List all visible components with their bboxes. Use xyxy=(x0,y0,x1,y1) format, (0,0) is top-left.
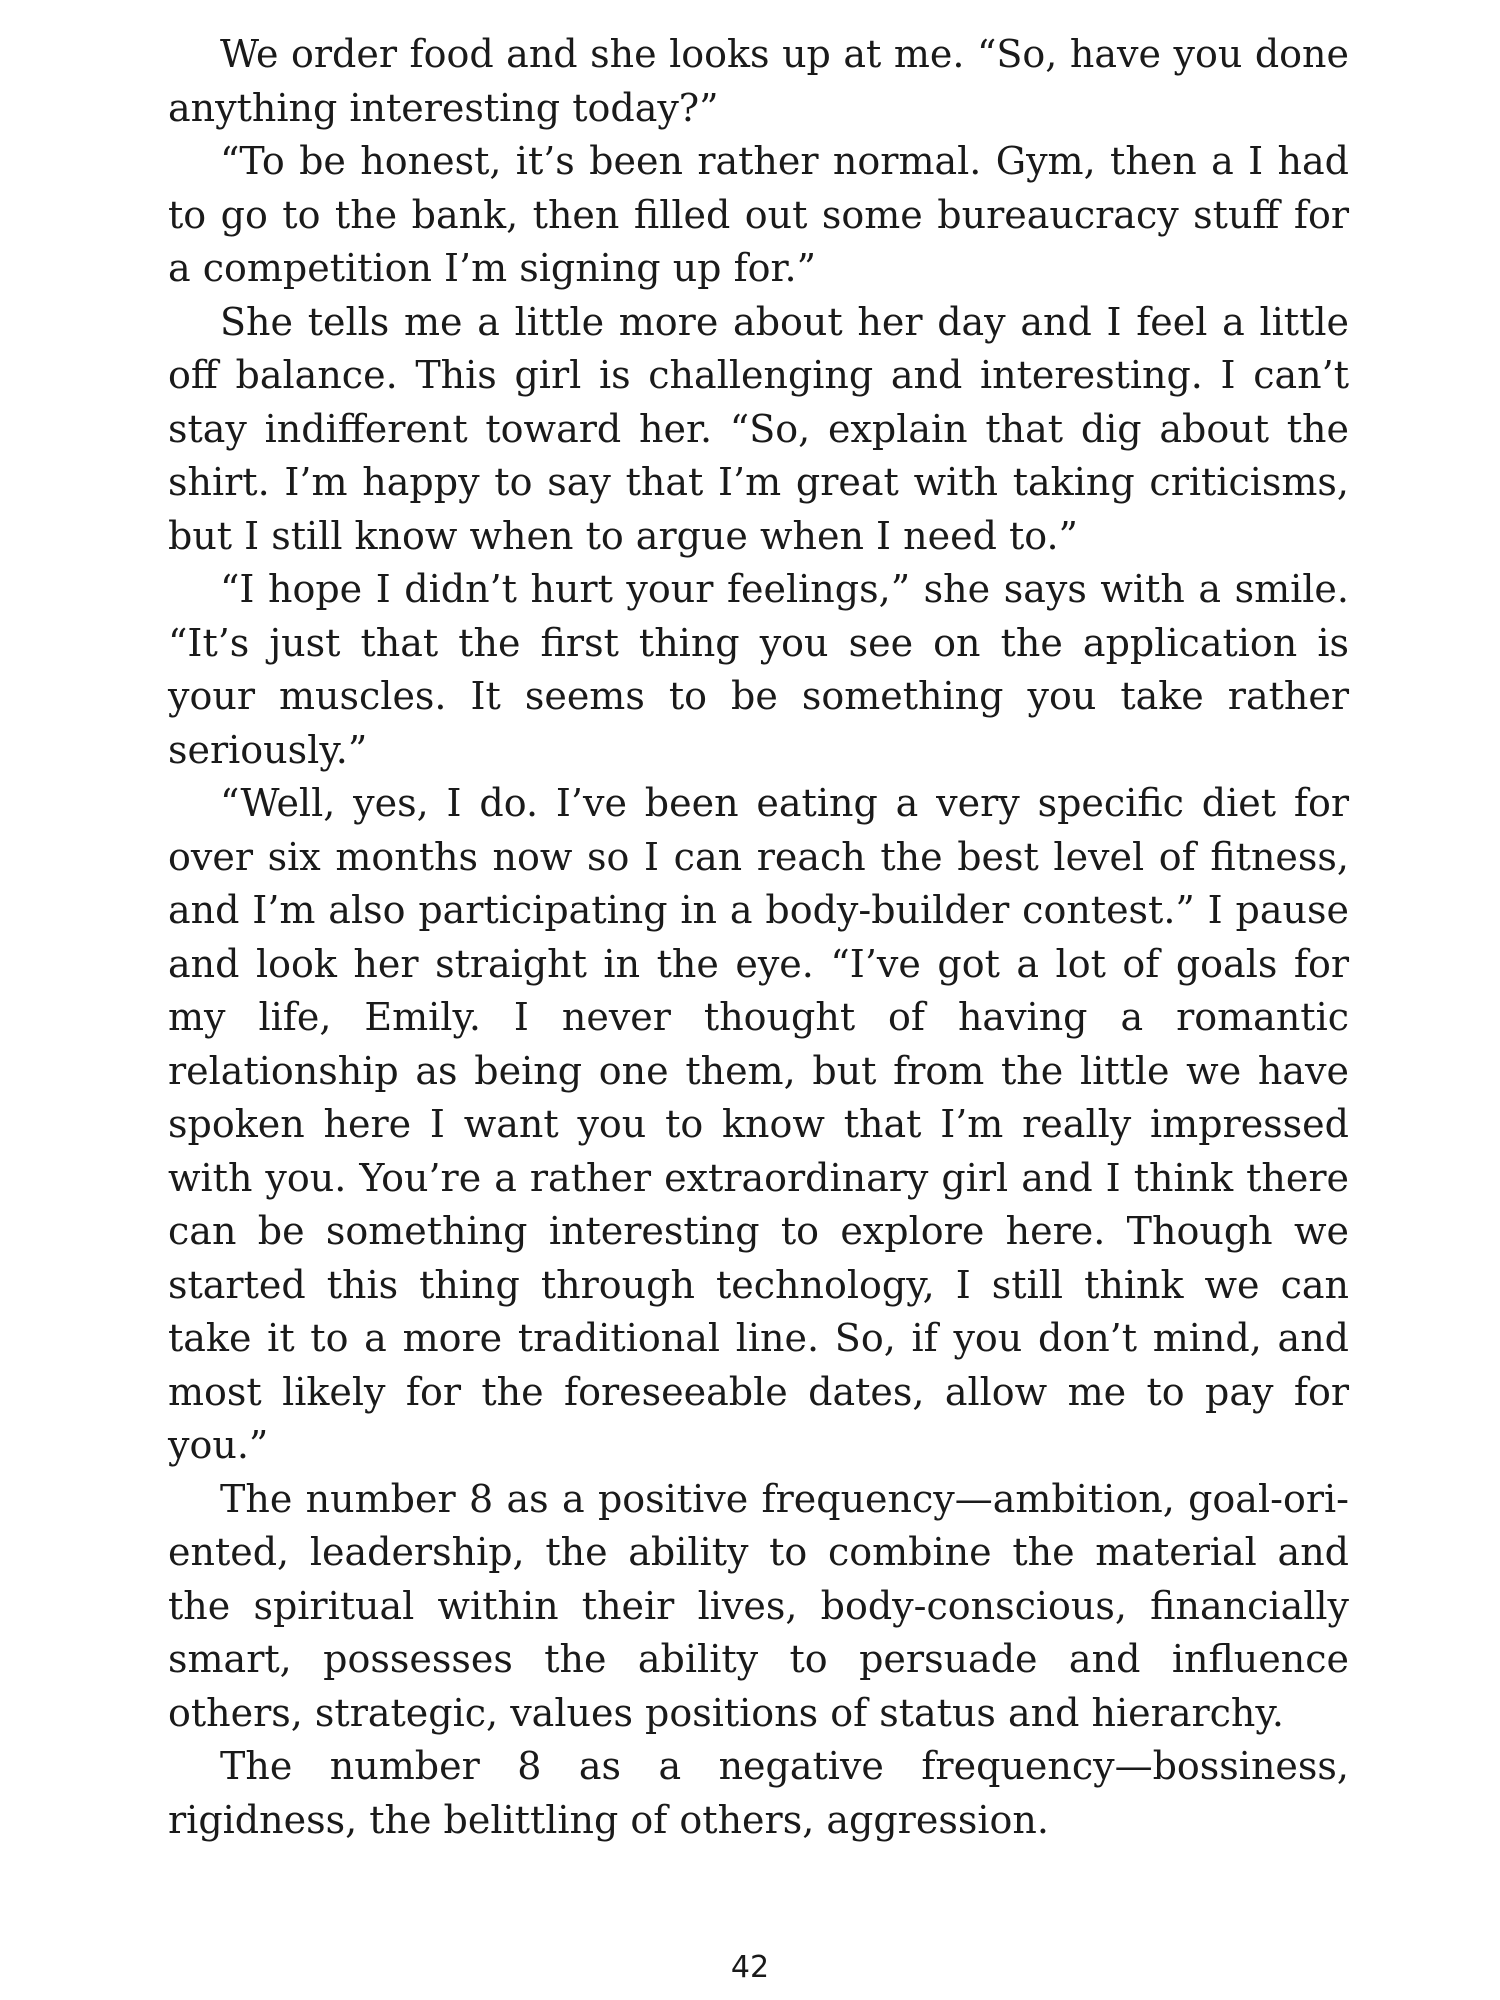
paragraph: “I hope I didn’t hurt your feelings,” she says with a smile. “It’s just that the first thing you see on the application is your muscles. It seems to be something you take rather seriously.” xyxy=(168,567,1349,772)
paragraph: “Well, yes, I do. I’ve been eating a very specific diet for over six months now so I can reach the best level of fitness, and I’m also participating in a body-builder contest.” I pause and look her straight in the eye. “I’ve got a lot of goals for my life, Emily. I never thought of having a romantic relationship as being one them, but from the little we have spoken here I want you to know that I’m really impressed with you. You’re a rather extraordinary girl and I think there can be something interesting to explore here. Though we started this thing through technology, I still think we can take it to a more traditional line. So, if you don’t mind, and most likely for the foreseeable dates, allow me to pay for you.” xyxy=(168,781,1349,1467)
paragraph: We order food and she looks up at me. “So, have you done anything interesting today?” xyxy=(168,32,1349,130)
paragraph: “To be honest, it’s been rather normal. Gym, then a I had to go to the bank, then filled out some bureaucracy stuff for a competition I’m signing up for.” xyxy=(168,139,1349,290)
paragraph: The number 8 as a positive frequency—ambition, goal-oriented, leadership, the ability to combine the material and the spiritual within their lives, body-conscious, financially smart, possesses the ability to persuade and influence others, strategic, values positions of status and hierarchy. xyxy=(168,1476,1349,1735)
page-number: 42 xyxy=(730,1950,770,1985)
paragraph: She tells me a little more about her day and I feel a little off balance. This girl is challenging and interesting. I can’t stay indifferent toward her. “So, explain that dig about the shirt. I’m happy to say that I’m great with taking criticisms, but I still know when to argue when I need to.” xyxy=(168,299,1349,558)
page-body xyxy=(168,28,1349,1847)
paragraph: The number 8 as a negative frequency—bossiness, rigidness, the belittling of others, aggression. xyxy=(168,1744,1349,1842)
